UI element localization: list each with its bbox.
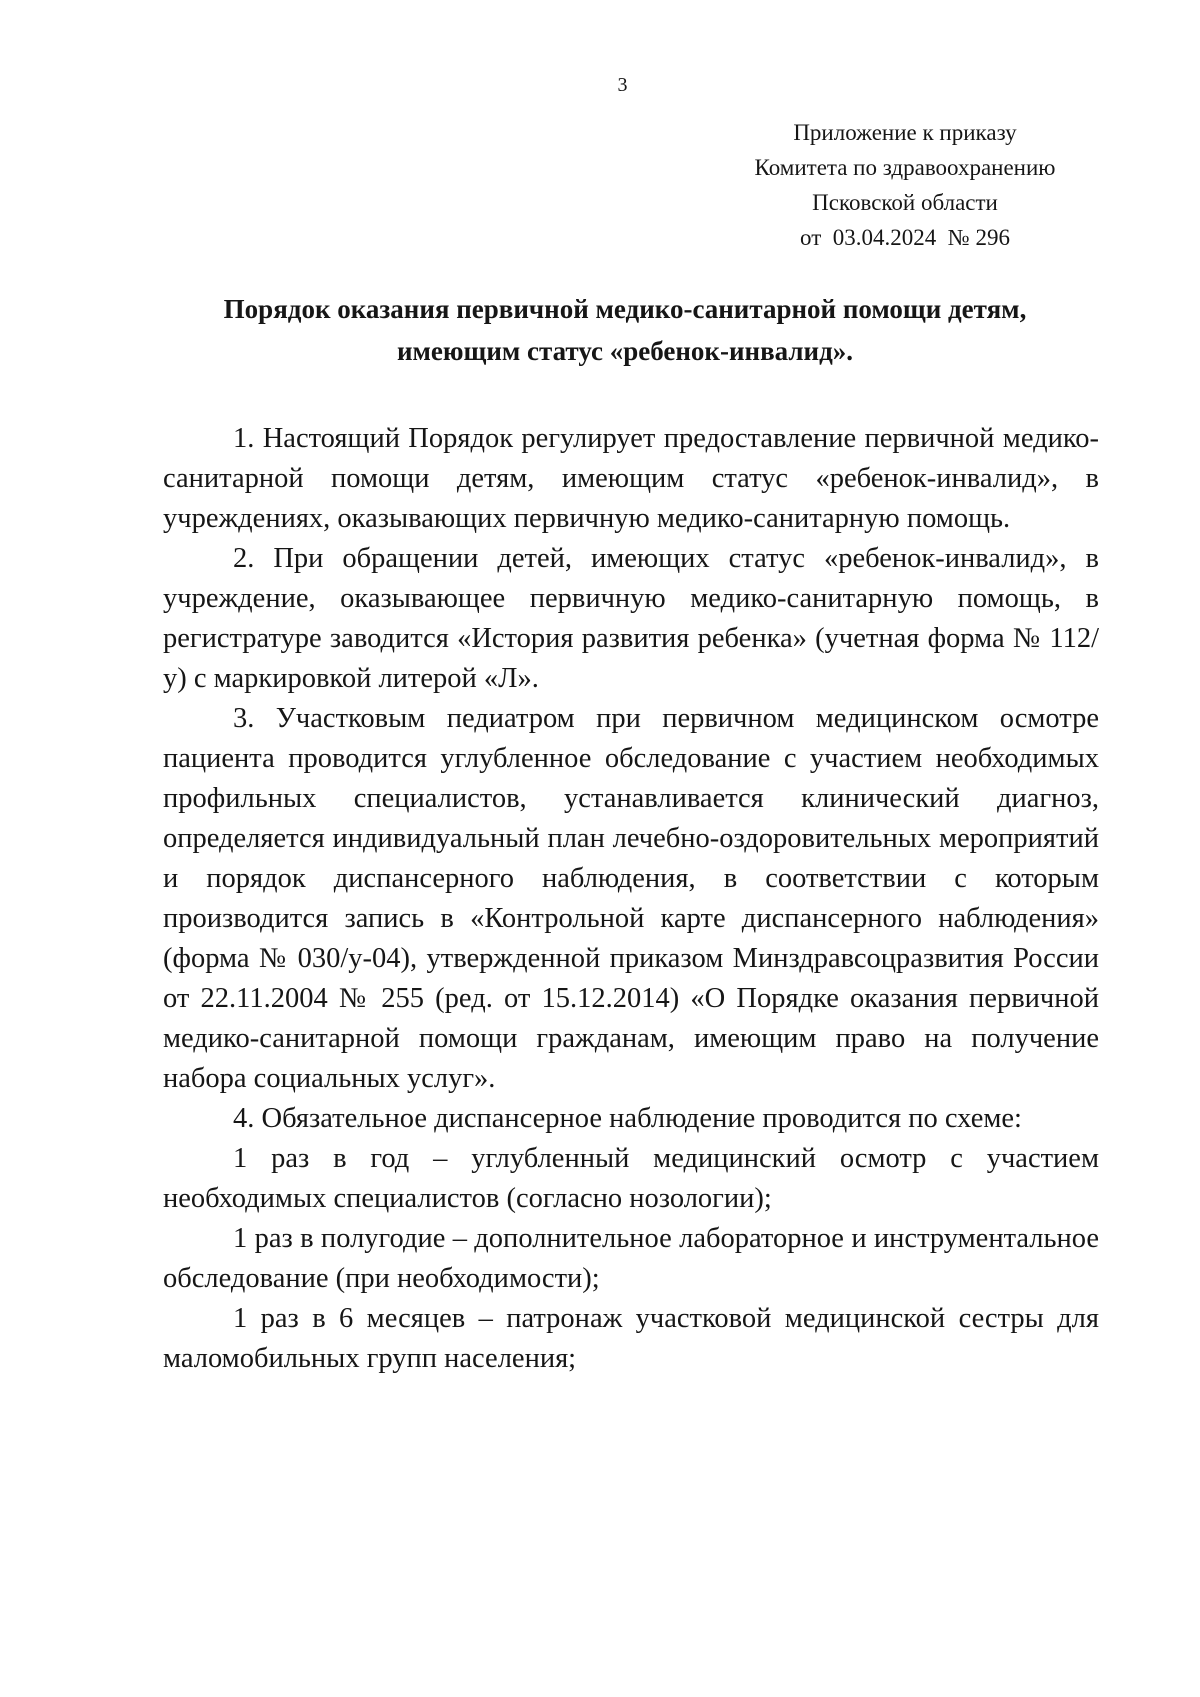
- approval-line: Псковской области: [812, 190, 998, 215]
- page-number: 3: [617, 74, 628, 96]
- document-title: [150, 288, 1100, 372]
- paragraph-4: 4. Обязательное диспансерное наблюдение проводится по схеме:: [233, 1103, 1022, 1134]
- document-body: [163, 419, 1099, 1379]
- paragraph-1: 1. Настоящий Порядок регулирует предоставление первичной медико-санитарной помощи детям, имеющим статус «ребенок-инвалид», в учреждениях, оказывающих первичную медико-санитарную помощь.: [163, 423, 1099, 534]
- schedule-item-six-months: 1 раз в 6 месяцев – патронаж участковой медицинской сестры для маломобильных групп населения;: [163, 1303, 1099, 1374]
- paragraph-2: 2. При обращении детей, имеющих статус «ребенок-инвалид», в учреждение, оказывающее первичную медико-санитарную помощь, в регистратуре заводится «История развития ребенка» (учетная форма № 112/у) с маркировкой литерой «Л».: [163, 543, 1099, 694]
- schedule-item-yearly: 1 раз в год – углубленный медицинский осмотр с участием необходимых специалистов (согласно нозологии);: [163, 1143, 1099, 1214]
- approval-line: Приложение к приказу: [793, 120, 1017, 145]
- approval-line: Комитета по здравоохранению: [754, 155, 1056, 180]
- title-line: Порядок оказания первичной медико-санитарной помощи детям,: [223, 294, 1027, 324]
- schedule-item-half-year: 1 раз в полугодие – дополнительное лабораторное и инструментальное обследование (при необходимости);: [163, 1223, 1099, 1294]
- title-line: имеющим статус «ребенок-инвалид».: [396, 336, 854, 366]
- approval-line: от 03.04.2024 № 296: [800, 225, 1010, 250]
- paragraph-3: 3. Участковым педиатром при первичном медицинском осмотре пациента проводится углубленное обследование с участием необходимых профильных специалистов, устанавливается клинический диагноз, определяется индивидуальный план лечебно-оздоровительных мероприятий и порядок диспансерного наблюдения, в соответствии с которым производится запись в «Контрольной карте диспансерного наблюдения» (форма № 030/у-04), утвержденной приказом Минздравсоцразвития России от 22.11.2004 № 255 (ред. от 15.12.2014) «О Порядке оказания первичной медико-санитарной помощи гражданам, имеющим право на получение набора социальных услуг».: [163, 703, 1099, 1094]
- approval-block: [730, 115, 1080, 255]
